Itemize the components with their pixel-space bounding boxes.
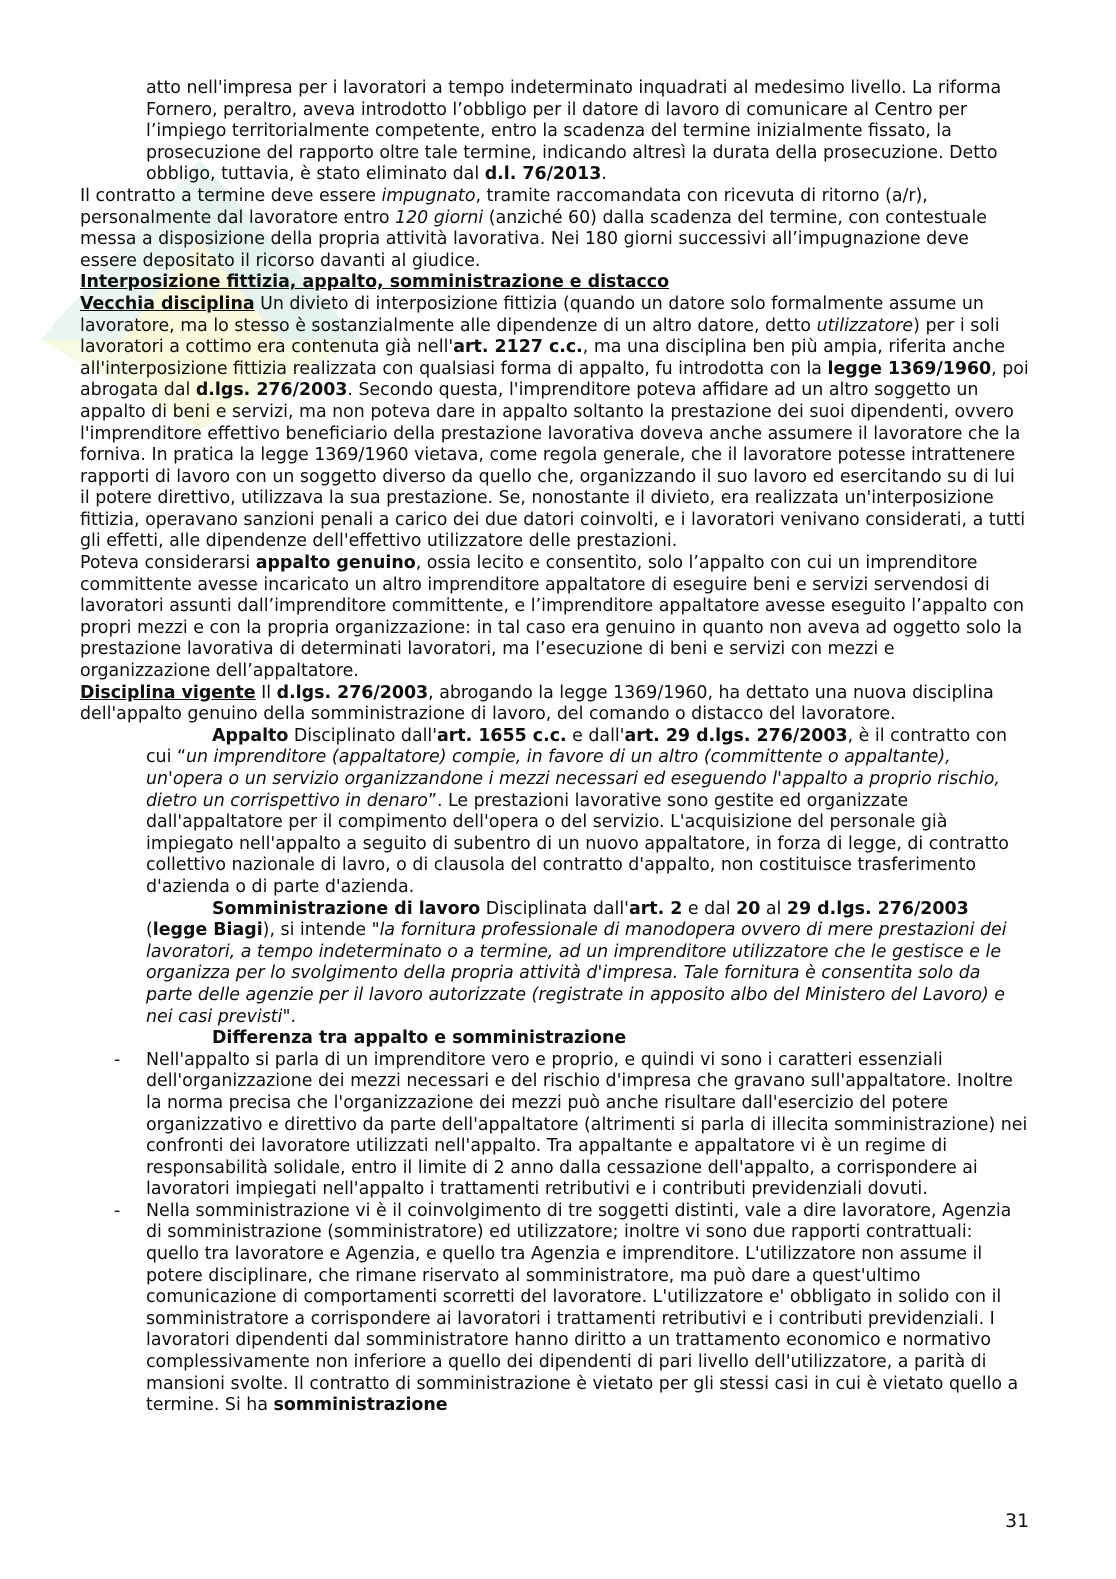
paragraph-appalto: Appalto Disciplinato dall'art. 1655 c.c. e dall'art. 29 d.lgs. 276/2003, è il contratto con cui “un imprenditore (appaltatore) compie, in favore di un altro (committente o appaltante), un'opera o un servizio organizzandone i mezzi necessari ed eseguendo l'appalto a proprio rischio, dietro un corrispettivo in denaro”. Le prestazioni lavorative sono gestite ed organizzate dall'appaltatore per il compimento dell'opera o del servizio. L'acquisizione del personale già impiegato nell'appalto a seguito di subentro di un nuovo appaltatore, in forza di legge, di contratto collettivo nazionale di lavro, o di clausola del contratto d'appalto, non costituisce trasferimento d'azienda o di parte d'azienda. (146, 725, 1009, 897)
bullet-dash: - (114, 1200, 121, 1221)
paragraph-disciplina-vigente: Disciplina vigente Il d.lgs. 276/2003, abrogando la legge 1369/1960, ha dettato una nuova disciplina dell'appalto genuino della somministrazione di lavoro, del comando o distacco del lavoratore. (80, 682, 994, 725)
paragraph-continuation: atto nell'impresa per i lavoratori a tempo indeterminato inquadrati al medesimo livello. La riforma Fornero, peraltro, aveva introdotto l’obbligo per il datore di lavoro di comunicare al Centro per l’impiego territorialmente competente, entro la scadenza del termine inizialmente fissato, la prosecuzione del rapporto oltre tale termine, indicando altresì la durata della prosecuzione. Detto obbligo, tuttavia, è stato eliminato dal d.l. 76/2013. (146, 78, 1002, 185)
list-item: - Nell'appalto si parla di un imprenditore vero e proprio, e quindi vi sono i caratteri essenziali dell'organizzazione dei mezzi necessari e del rischio d'impresa che gravano sull'appaltatore. Inoltre la norma precisa che l'organizzazione dei mezzi può anche risultare dall'esercizio del potere organizzativo e direttivo da parte dell'appaltatore (altrimenti si parla di illecita somministrazione) nei confronti dei lavoratore utilizzati nell'appalto. Tra appaltante e appaltatore vi è un regime di responsabilità solidale, entro il limite di 2 anno dalla cessazione dell'appalto, a corrispondere ai lavoratori impiegati nell'appalto i trattamenti retributivi e i contributi previdenziali dovuti. (80, 1050, 1030, 1201)
paragraph-impugnazione: Il contratto a termine deve essere impugnato, tramite raccomandata con ricevuta di ritorno (a/r), personalmente dal lavoratore entro 120 giorni (anziché 60) dalla scadenza del termine, con contestuale messa a disposizione della propria attività lavorativa. Nei 180 giorni successivi all’impugnazione deve essere depositato il ricorso davanti al giudice. (80, 185, 987, 271)
appalto-heading: Appalto (212, 725, 289, 746)
page-number: 31 (1005, 1510, 1030, 1532)
paragraph-vecchia-disciplina: Vecchia disciplina Un divieto di interposizione fittizia (quando un datore solo formalmente assume un lavoratore, ma lo stesso è sostanzialmente alle dipendenze di un altro datore, detto utilizzatore) per i soli lavoratori a cottimo era contenuta già nell'art. 2127 c.c., ma una disciplina ben più ampia, riferita anche all'interposizione fittizia realizzata con qualsiasi forma di appalto, fu introdotta con la legge 1369/1960, poi abrogata dal d.lgs. 276/2003. Secondo questa, l'imprenditore poteva affidare ad un altro soggetto un appalto di beni e servizi, ma non poteva dare in appalto soltanto la prestazione dei suoi dipendenti, ovvero l'imprenditore effettivo beneficiario della prestazione lavorativa doveva anche assumere il lavoratore che la forniva. In pratica la legge 1369/1960 vietava, come regola generale, che il lavoratore potesse intrattenere rapporti di lavoro con un soggetto diverso da quello che, organizzando il suo lavoro ed esercitando su di lui il potere direttivo, utilizzava la sua prestazione. Se, nonostante il divieto, era realizzata un'interposizione fittizia, operavano sanzioni penali a carico dei due datori coinvolti, e i lavoratori venivano considerati, a tutti gli effetti, alle dipendenze dell'effettivo utilizzatore delle prestazioni. (80, 293, 1029, 552)
section-heading: Interposizione fittizia, appalto, somministrazione e distacco (80, 272, 670, 293)
paragraph-somministrazione: Somministrazione di lavoro Disciplinata dall'art. 2 e dal 20 al 29 d.lgs. 276/2003 (legge Biagi), si intende "la fornitura professionale di manodopera ovvero di mere prestazioni dei lavoratori, a tempo indeterminato o a termine, ad un imprenditore utilizzatore che le gestisce e le organizza per lo svolgimento della propria attività d'impresa. Tale fornitura è consentita solo da parte delle agenzie per il lavoro autorizzate (registrate in apposito albo del Ministero del Lavoro) e nei casi previsti". (146, 898, 1007, 1027)
document-page (80, 78, 1030, 1417)
differenza-heading: Differenza tra appalto e somministrazione (212, 1028, 627, 1049)
vecchia-disciplina-heading: Vecchia disciplina (80, 293, 255, 314)
paragraph-appalto-genuino: Poteva considerarsi appalto genuino, ossia lecito e consentito, solo l’appalto con cui un imprenditore committente avesse incaricato un altro imprenditore appaltatore di eseguire beni e servizi servendosi di lavoratori assunti dall’imprenditore committente, e l’imprenditore appaltatore avesse eseguito l’appalto con propri mezzi e con la propria organizzazione: in tal caso era genuino in quanto non aveva ad oggetto solo la prestazione lavorativa di determinati lavoratori, ma l’esecuzione di beni e servizi con mezzi e organizzazione dell’appaltatore. (80, 553, 1025, 682)
list-item: - Nella somministrazione vi è il coinvolgimento di tre soggetti distinti, vale a dire lavoratore, Agenzia di somministrazione (somministratore) ed utilizzatore; inoltre vi sono due rapporti contrattuali: quello tra lavoratore e Agenzia, e quello tra Agenzia e imprenditore. L'utilizzatore non assume il potere disciplinare, che rimane riservato al somministratore, ma può dare a quest'ultimo comunicazione di comportamenti scorretti del lavoratore. L'utilizzatore e' obbligato in solido con il somministratore a corrispondere ai lavoratori i trattamenti retributivi e i contributi previdenziali. I lavoratori dipendenti dal somministratore hanno diritto a un trattamento economico e normativo complessivamente non inferiore a quello dei dipendenti di pari livello dell'utilizzatore, a parità di mansioni svolte. Il contratto di somministrazione è vietato per gli stessi casi in cui è vietato quello a termine. Si ha somministrazione (80, 1201, 1030, 1417)
somministrazione-heading: Somministrazione di lavoro (212, 898, 481, 919)
disciplina-vigente-heading: Disciplina vigente (80, 682, 256, 703)
bullet-dash: - (114, 1049, 121, 1070)
